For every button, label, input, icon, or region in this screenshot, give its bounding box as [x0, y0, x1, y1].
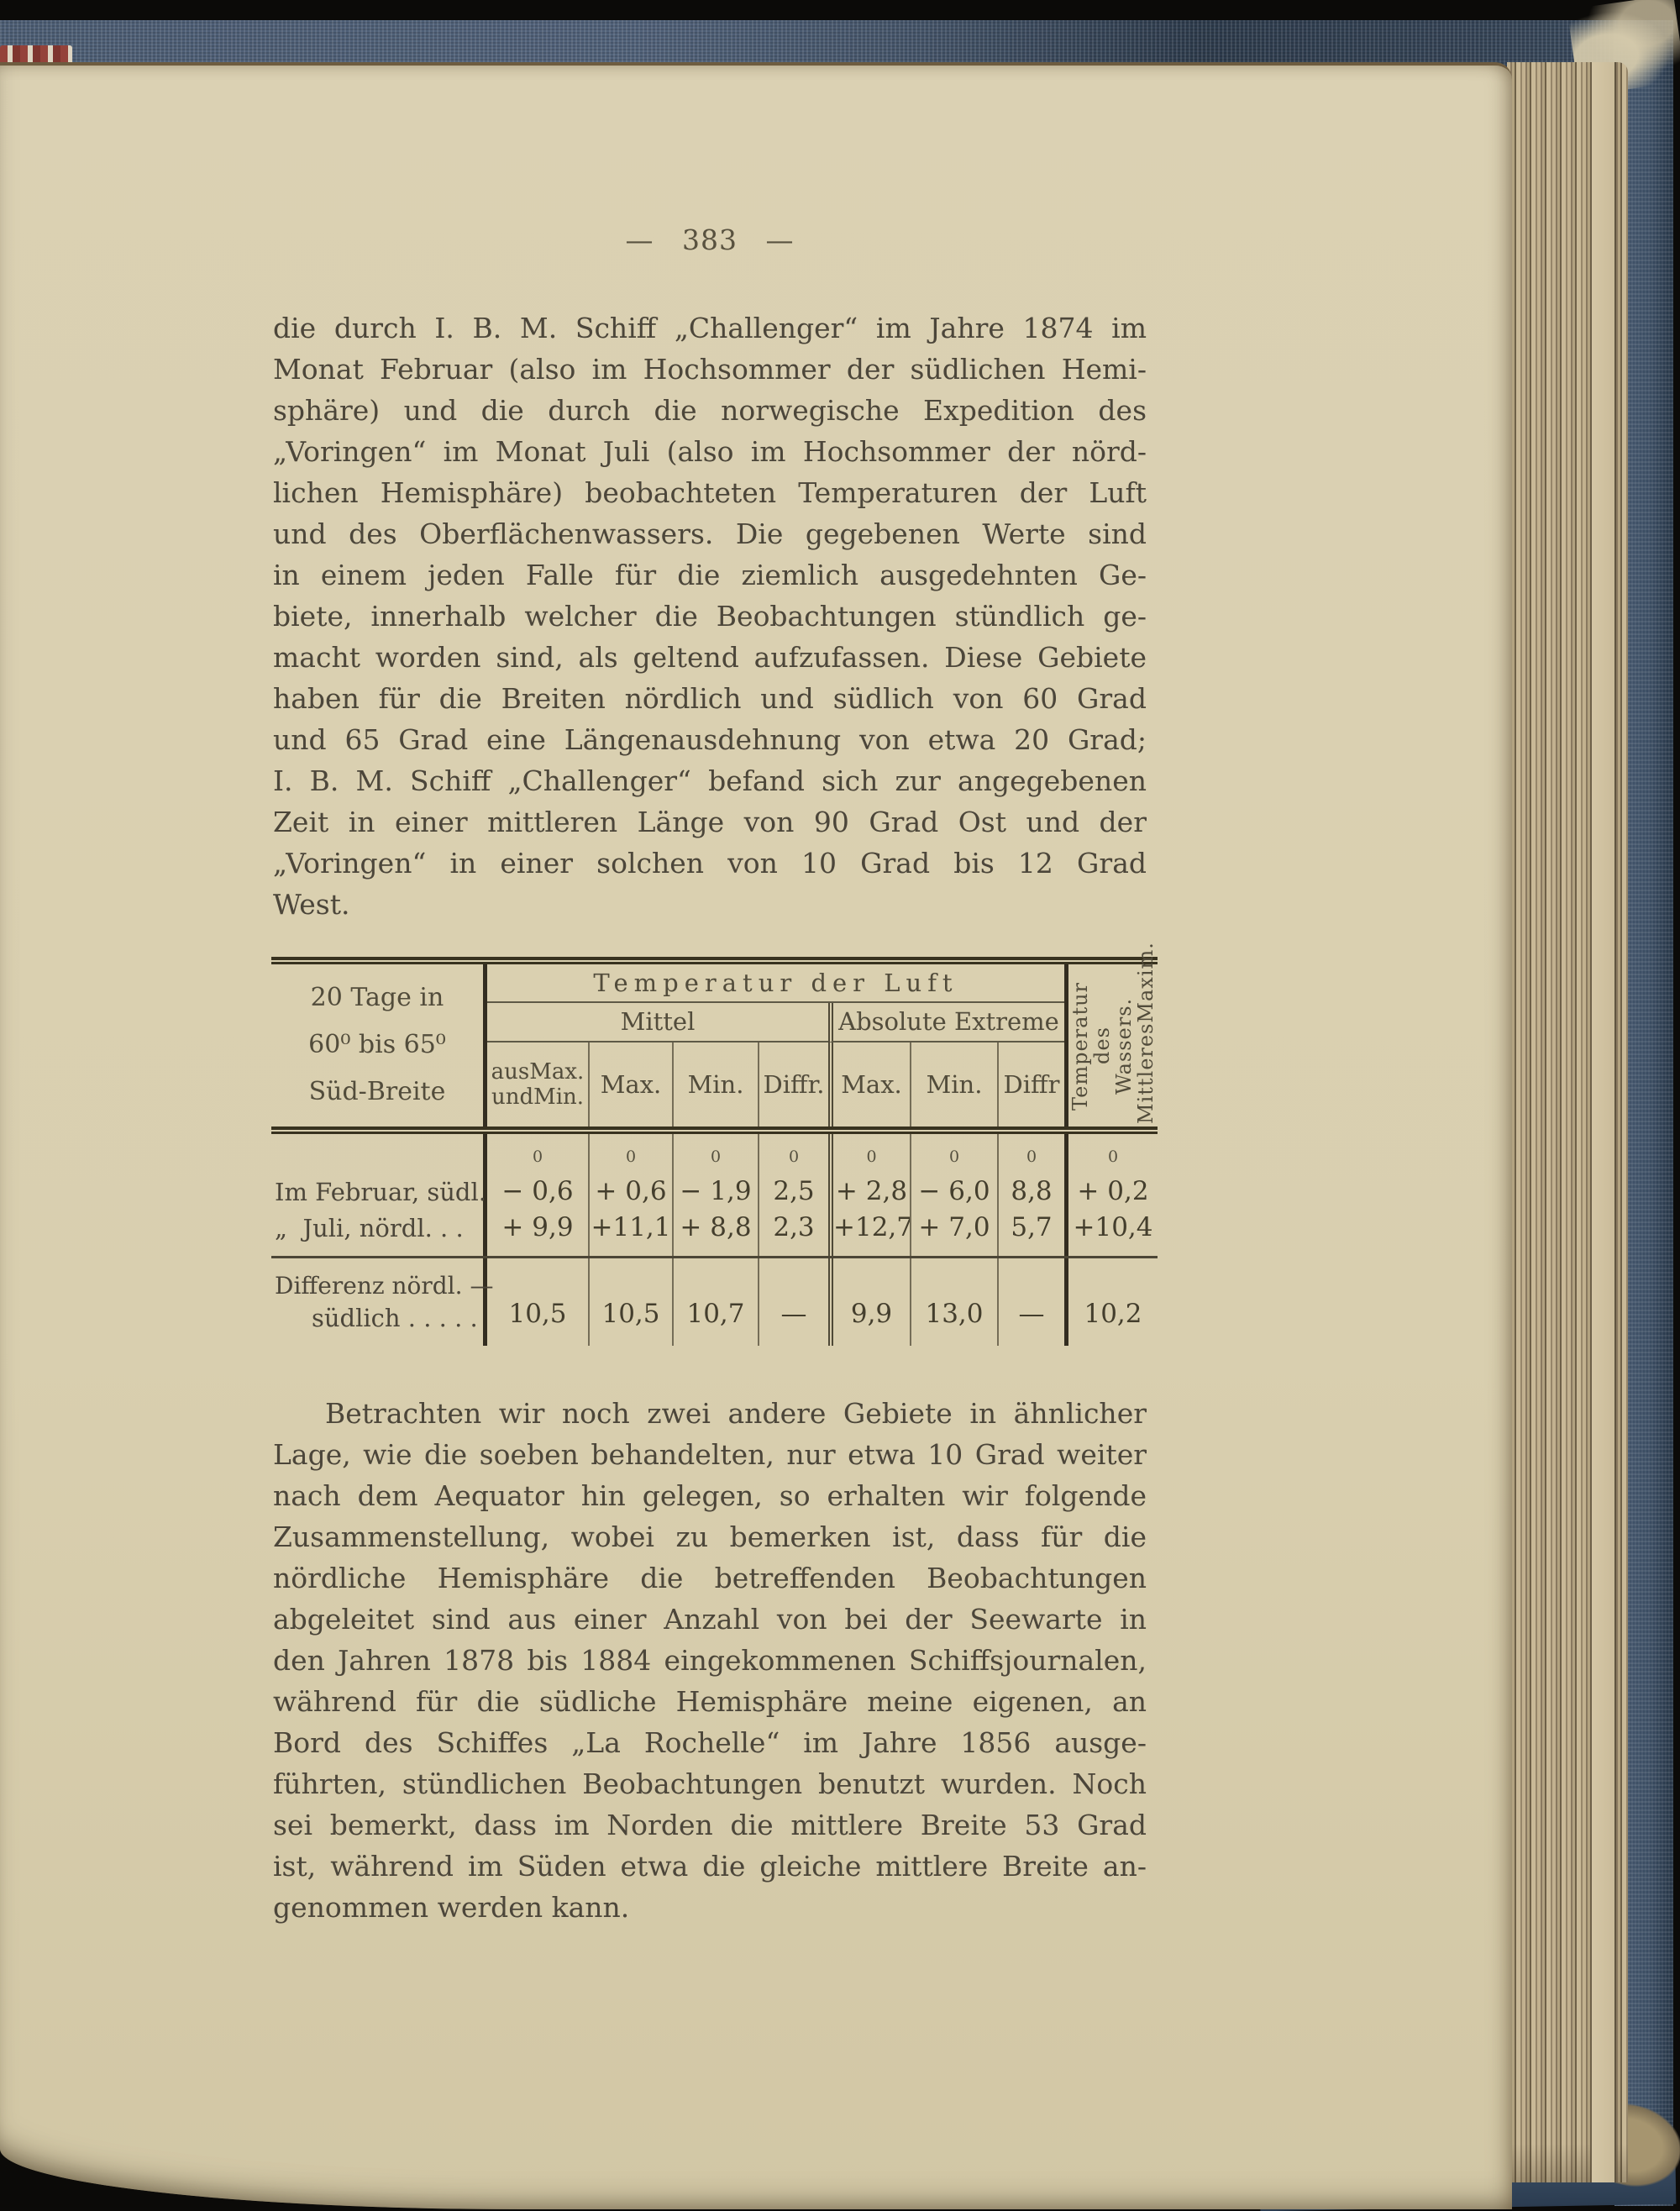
text-line: nach dem Aequator hin gelegen, so erhalten wir folgende [273, 1479, 1147, 1512]
text-line: ist, während im Süden etwa die gleiche mittlere Breite an- [273, 1850, 1147, 1883]
cell-value: 9,9 [850, 1299, 893, 1329]
degree-mark: 0 [948, 1148, 960, 1166]
cell-value: − 6,0 [918, 1176, 990, 1206]
table-column-mittel-diff [758, 1134, 828, 1346]
text-line: sphäre) und die durch die norwegische Expedition des [273, 394, 1147, 427]
air-group-title: Temperatur der Luft [487, 964, 1064, 1003]
row-label-februar: Im Februar, südl. [275, 1178, 486, 1206]
cell-value: 2,3 [773, 1212, 815, 1242]
table-column-mittel-min [672, 1134, 758, 1346]
text-line: führten, stündlichen Beobachtungen benutzt wurden. Noch [273, 1767, 1147, 1800]
text-line: und 65 Grad eine Längenausdehnung von etwa 20 Grad; [273, 723, 1147, 756]
table-body [271, 1134, 1158, 1346]
degree-mark: 0 [710, 1148, 722, 1166]
col-header-mittel-min: Min. [672, 1042, 758, 1127]
cell-value: − 1,9 [680, 1176, 752, 1206]
col-header-mittel-max: Max. [588, 1042, 672, 1127]
subgroup-absolute-extreme: Absolute Extreme [828, 1003, 1064, 1042]
text-line: biete, innerhalb welcher die Beobachtungen stündlich ge- [273, 600, 1147, 633]
paragraph-2 [273, 1393, 1147, 1928]
text-line: macht worden sind, als geltend aufzufassen. Diese Gebiete [273, 641, 1147, 674]
text-line: Bord des Schiffes „La Rochelle“ im Jahre 1856 ausge- [273, 1726, 1147, 1759]
page-number: — 383 — [625, 223, 795, 256]
water-header-line: Temperatur des [1068, 980, 1114, 1111]
table-header-rule [271, 1127, 1158, 1134]
table-column-extreme-max [828, 1134, 913, 1346]
text-line: Betrachten wir noch zwei andere Gebiete in ähnlicher [325, 1397, 1147, 1430]
table-header [271, 941, 1158, 1127]
cell-value: + 2,8 [835, 1176, 908, 1206]
row-label-differenz-line2: südlich . . . . . [312, 1304, 478, 1332]
cell-value: 10,7 [686, 1299, 745, 1329]
cell-value: 10,5 [508, 1299, 567, 1329]
water-temperature-column-header [1064, 941, 1158, 1127]
table-top-rule [271, 957, 1158, 964]
degree-mark: 0 [1026, 1148, 1037, 1166]
col-header-mittel-diff: Diffr. [758, 1042, 828, 1127]
text-line: in einem jeden Falle für die ziemlich ausgedehnten Ge- [273, 559, 1147, 591]
degree-mark: 0 [625, 1148, 637, 1166]
cell-value: 10,2 [1084, 1299, 1142, 1329]
cell-value: +12,7 [833, 1212, 913, 1242]
rotated-header-text [1068, 941, 1158, 1124]
text-line: während für die südliche Hemisphäre meine eigenen, an [273, 1685, 1147, 1718]
temperature-table [271, 941, 1158, 1346]
cell-value: 5,7 [1011, 1212, 1053, 1242]
table-stub-header [271, 964, 487, 1127]
cell-value: — [1018, 1299, 1045, 1329]
col-header-aus-max-min [487, 1042, 588, 1127]
cell-value: + 8,8 [680, 1212, 752, 1242]
cell-value: + 7,0 [918, 1212, 990, 1242]
row-label-juli: „ Juli, nördl. . . [275, 1214, 464, 1242]
cell-value: +11,1 [591, 1212, 671, 1242]
degree-mark: 0 [866, 1148, 877, 1166]
subgroup-row [487, 1003, 1064, 1042]
text-line: Zusammenstellung, wobei zu bemerken ist, dass für die [273, 1520, 1147, 1553]
table-column-water-temperature [1064, 1134, 1158, 1346]
table-column-extreme-min [910, 1134, 997, 1346]
cell-value: + 0,2 [1077, 1176, 1149, 1206]
text-line: sei bemerkt, dass im Norden die mittlere Breite 53 Grad [273, 1809, 1147, 1841]
col-header-extreme-diff: Diffr [997, 1042, 1064, 1127]
text-line: haben für die Breiten nördlich und südlich von 60 Grad [273, 682, 1147, 715]
table-column-extreme-diff [997, 1134, 1064, 1346]
text-line: Lage, wie die soeben behandelten, nur etwa 10 Grad weiter [273, 1438, 1147, 1471]
degree-mark: 0 [532, 1148, 543, 1166]
air-temperature-group [487, 964, 1064, 1127]
cell-value: − 0,6 [501, 1176, 574, 1206]
text-line: genommen werden kann. [273, 1891, 630, 1924]
col-header-line: undMin. [491, 1084, 585, 1110]
degree-mark: 0 [1107, 1148, 1119, 1166]
text-line: Monat Februar (also im Hochsommer der südlichen Hemi- [273, 353, 1147, 386]
water-header-line: Wassers. [1112, 996, 1136, 1095]
col-header-extreme-min: Min. [910, 1042, 997, 1127]
text-line: die durch I. B. M. Schiff „Challenger“ im Jahre 1874 im [273, 312, 1147, 344]
page-edge-stack [1507, 62, 1628, 2182]
row-labels [271, 1134, 494, 1346]
stub-line: Süd-Breite [308, 1077, 446, 1106]
cell-value: + 0,6 [595, 1176, 667, 1206]
subgroup-mittel: Mittel [487, 1003, 828, 1042]
col-header-extreme-max: Max. [828, 1042, 910, 1127]
cell-value: 10,5 [601, 1299, 660, 1329]
table-column-mittel-max [588, 1134, 672, 1346]
text-line: nördliche Hemisphäre die betreffenden Beobachtungen [273, 1562, 1147, 1594]
text-line: West. [273, 888, 350, 921]
stub-line: 20 Tage in [310, 983, 444, 1012]
table-column-aus-max-min [487, 1134, 588, 1346]
text-line: und des Oberflächenwassers. Die gegebenen Werte sind [273, 517, 1147, 550]
cell-value: 8,8 [1011, 1176, 1053, 1206]
degree-mark: 0 [788, 1148, 800, 1166]
cell-value: + 9,9 [501, 1212, 574, 1242]
book-page [0, 62, 1512, 2209]
text-line: I. B. M. Schiff „Challenger“ befand sich zur angegebenen [273, 764, 1147, 797]
cell-value: 13,0 [925, 1299, 984, 1329]
row-label-differenz-line1: Differenz nördl. — [275, 1272, 494, 1300]
cell-value: +10,4 [1073, 1212, 1153, 1242]
column-headers [487, 1042, 1064, 1127]
text-line: „Voringen“ im Monat Juli (also im Hochsommer der nörd- [273, 435, 1147, 468]
cell-value: 2,5 [773, 1176, 815, 1206]
text-line: lichen Hemisphäre) beobachteten Temperaturen der Luft [273, 476, 1147, 509]
fore-edge-highlight [1591, 62, 1616, 2182]
text-line: „Voringen“ in einer solchen von 10 Grad bis 12 Grad [273, 847, 1147, 880]
cell-value: — [780, 1299, 807, 1329]
table-row-separator-rule [271, 1256, 1158, 1258]
text-line: den Jahren 1878 bis 1884 eingekommenen Schiffsjournalen, [273, 1644, 1147, 1677]
paragraph-1 [273, 307, 1147, 925]
book-cover-top-edge [0, 20, 1672, 67]
col-header-line: ausMax. [491, 1059, 585, 1084]
stub-line: 60⁰ bis 65⁰ [308, 1030, 446, 1059]
text-line: Zeit in einer mittleren Länge von 90 Grad Ost und der [273, 806, 1147, 838]
water-header-line: MittleresMaxim. [1134, 941, 1158, 1124]
text-line: abgeleitet sind aus einer Anzahl von bei der Seewarte in [273, 1603, 1147, 1636]
